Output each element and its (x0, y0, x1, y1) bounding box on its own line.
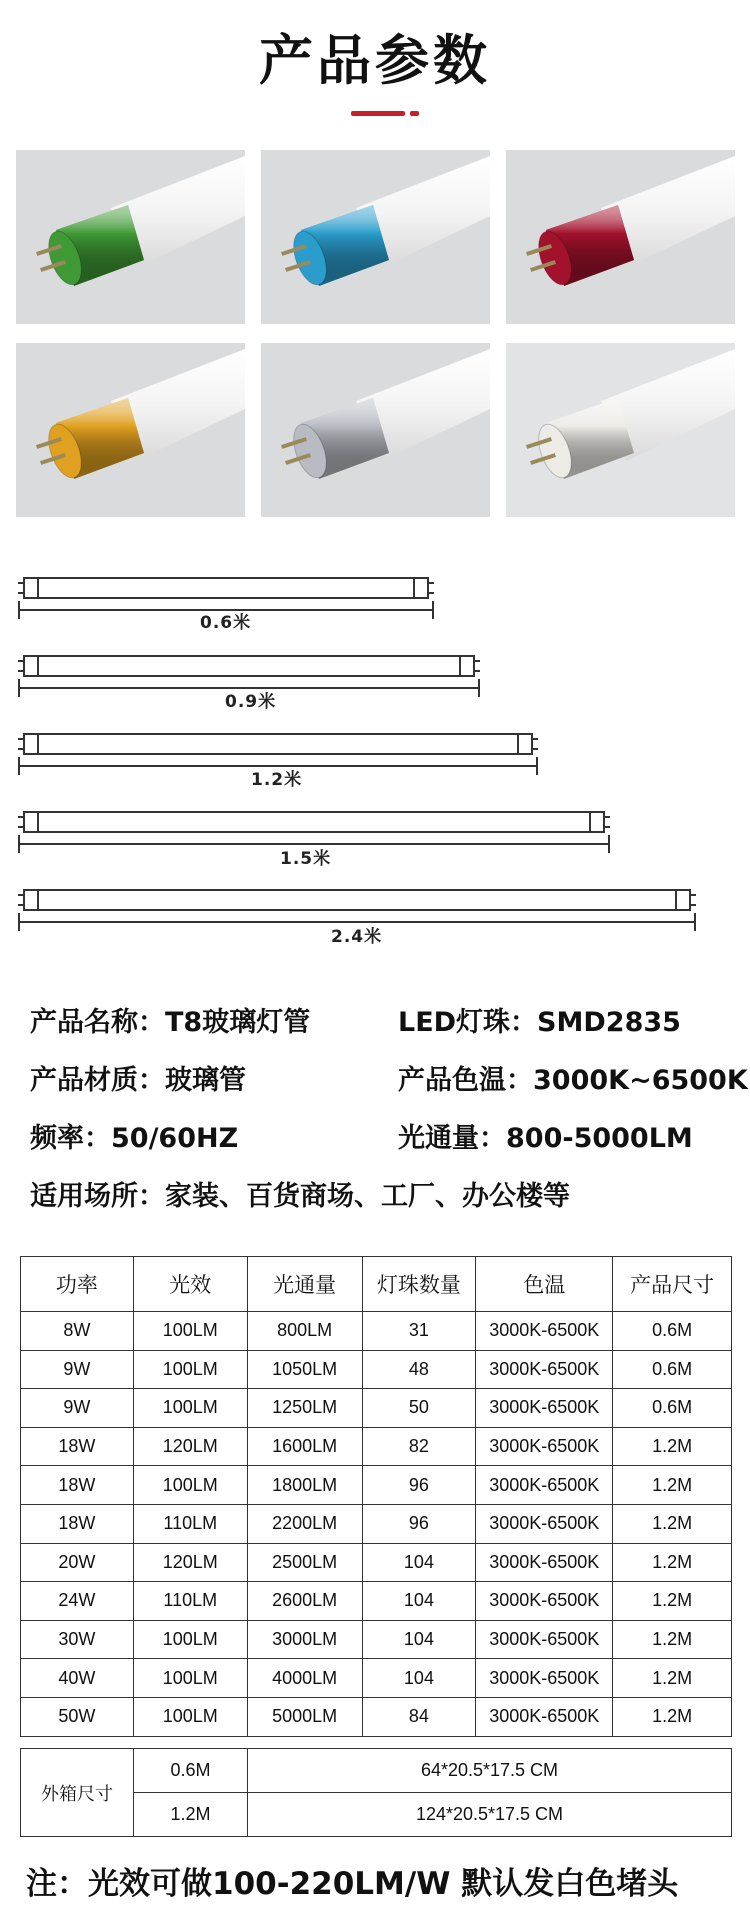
table-cell: 1.2M (613, 1427, 732, 1466)
tube-photo-gold (16, 343, 245, 517)
table-cell: 50W (21, 1697, 134, 1736)
table-cell: 3000K-6500K (476, 1466, 613, 1505)
length-label-1.2: 1.2米 (251, 770, 303, 790)
table-cell: 18W (21, 1427, 134, 1466)
table-cell: 30W (21, 1620, 134, 1659)
column-header: 光通量 (247, 1257, 362, 1312)
table-cell: 0.6M (613, 1350, 732, 1389)
table-cell: 104 (362, 1659, 476, 1698)
tube-photo-silver (261, 343, 490, 517)
spec-usage: 适用场所：家装、百货商场、工厂、办公楼等 (30, 1181, 570, 1212)
parameter-table (20, 1256, 732, 1737)
table-cell: 8W (21, 1312, 134, 1351)
spec-led-chip: LED灯珠：SMD2835 (398, 1007, 681, 1038)
table-row (21, 1659, 732, 1698)
table-row (21, 1427, 732, 1466)
table-cell: 1.2M (613, 1543, 732, 1582)
table-cell: 100LM (133, 1659, 247, 1698)
table-cell: 104 (362, 1543, 476, 1582)
table-cell: 120LM (133, 1543, 247, 1582)
product-photo-grid (16, 150, 734, 518)
length-label-1.5: 1.5米 (280, 849, 332, 869)
tube-photo-red (506, 150, 735, 324)
column-header: 灯珠数量 (362, 1257, 476, 1312)
column-header: 产品尺寸 (613, 1257, 732, 1312)
table-cell: 3000K-6500K (476, 1620, 613, 1659)
table-cell: 100LM (133, 1389, 247, 1428)
length-label-2.4: 2.4米 (331, 927, 383, 947)
tube-photo-blue (261, 150, 490, 324)
carton-tube-size: 0.6M (134, 1749, 248, 1793)
table-cell: 1250LM (247, 1389, 362, 1428)
length-drawing (18, 560, 718, 950)
table-cell: 3000K-6500K (476, 1582, 613, 1621)
table-row (21, 1697, 732, 1736)
tube-photo-green (16, 150, 245, 324)
table-cell: 1.2M (613, 1697, 732, 1736)
table-cell: 110LM (133, 1504, 247, 1543)
spec-flux: 光通量：800-5000LM (398, 1123, 693, 1154)
carton-tube-size: 1.2M (134, 1793, 248, 1837)
page-title: 产品参数 (259, 29, 491, 92)
table-cell: 100LM (133, 1466, 247, 1505)
table-row (21, 1350, 732, 1389)
table-cell: 3000K-6500K (476, 1504, 613, 1543)
table-cell: 82 (362, 1427, 476, 1466)
carton-dimensions: 124*20.5*17.5 CM (248, 1793, 732, 1837)
column-header: 光效 (133, 1257, 247, 1312)
spec-color-temp: 产品色温：3000K~6500K (398, 1065, 748, 1096)
table-cell: 1600LM (247, 1427, 362, 1466)
carton-size-label: 外箱尺寸 (21, 1749, 134, 1837)
table-cell: 3000LM (247, 1620, 362, 1659)
table-row (21, 1620, 732, 1659)
length-label-0.6: 0.6米 (200, 613, 252, 633)
table-row (21, 1312, 732, 1351)
table-cell: 31 (362, 1312, 476, 1351)
table-cell: 9W (21, 1350, 134, 1389)
column-header: 色温 (476, 1257, 613, 1312)
table-cell: 100LM (133, 1620, 247, 1659)
table-row (21, 1466, 732, 1505)
table-cell: 3000K-6500K (476, 1697, 613, 1736)
table-cell: 9W (21, 1389, 134, 1428)
table-cell: 96 (362, 1466, 476, 1505)
footnote: 注：光效可做100-220LM/W 默认发白色堵头 (26, 1866, 679, 1902)
table-row (21, 1749, 732, 1793)
table-cell: 84 (362, 1697, 476, 1736)
spec-product-name: 产品名称：T8玻璃灯管 (30, 1007, 311, 1038)
table-cell: 18W (21, 1504, 134, 1543)
table-row (21, 1582, 732, 1621)
table-cell: 20W (21, 1543, 134, 1582)
table-cell: 800LM (247, 1312, 362, 1351)
table-cell: 1.2M (613, 1659, 732, 1698)
table-cell: 2200LM (247, 1504, 362, 1543)
table-row (21, 1389, 732, 1428)
table-cell: 0.6M (613, 1389, 732, 1428)
table-cell: 2500LM (247, 1543, 362, 1582)
table-cell: 110LM (133, 1582, 247, 1621)
table-cell: 40W (21, 1659, 134, 1698)
table-cell: 1050LM (247, 1350, 362, 1389)
table-cell: 0.6M (613, 1312, 732, 1351)
column-header: 功率 (21, 1257, 134, 1312)
tube-length-diagram (18, 560, 718, 950)
table-row (21, 1504, 732, 1543)
table-cell: 1.2M (613, 1466, 732, 1505)
table-cell: 104 (362, 1582, 476, 1621)
table-cell: 50 (362, 1389, 476, 1428)
table-cell: 1.2M (613, 1582, 732, 1621)
table-cell: 24W (21, 1582, 134, 1621)
spec-material: 产品材质：玻璃管 (30, 1065, 246, 1096)
tube-photo-white (506, 343, 735, 517)
table-cell: 3000K-6500K (476, 1389, 613, 1428)
table-cell: 96 (362, 1504, 476, 1543)
table-cell: 104 (362, 1620, 476, 1659)
table-cell: 3000K-6500K (476, 1312, 613, 1351)
table-cell: 5000LM (247, 1697, 362, 1736)
table-cell: 1.2M (613, 1620, 732, 1659)
spec-frequency: 频率：50/60HZ (30, 1123, 239, 1154)
table-cell: 48 (362, 1350, 476, 1389)
title-underline (351, 111, 405, 116)
length-label-0.9: 0.9米 (225, 692, 277, 712)
carton-dimensions: 64*20.5*17.5 CM (248, 1749, 732, 1793)
title-underline-dot (410, 111, 419, 116)
table-cell: 3000K-6500K (476, 1427, 613, 1466)
table-cell: 3000K-6500K (476, 1350, 613, 1389)
table-cell: 1.2M (613, 1504, 732, 1543)
table-cell: 2600LM (247, 1582, 362, 1621)
table-cell: 100LM (133, 1350, 247, 1389)
carton-size-table (20, 1748, 732, 1837)
table-cell: 4000LM (247, 1659, 362, 1698)
table-row (21, 1543, 732, 1582)
table-cell: 3000K-6500K (476, 1543, 613, 1582)
table-cell: 120LM (133, 1427, 247, 1466)
table-cell: 1800LM (247, 1466, 362, 1505)
table-cell: 100LM (133, 1697, 247, 1736)
table-cell: 18W (21, 1466, 134, 1505)
table-cell: 3000K-6500K (476, 1659, 613, 1698)
table-header-row (21, 1257, 732, 1312)
table-cell: 100LM (133, 1312, 247, 1351)
